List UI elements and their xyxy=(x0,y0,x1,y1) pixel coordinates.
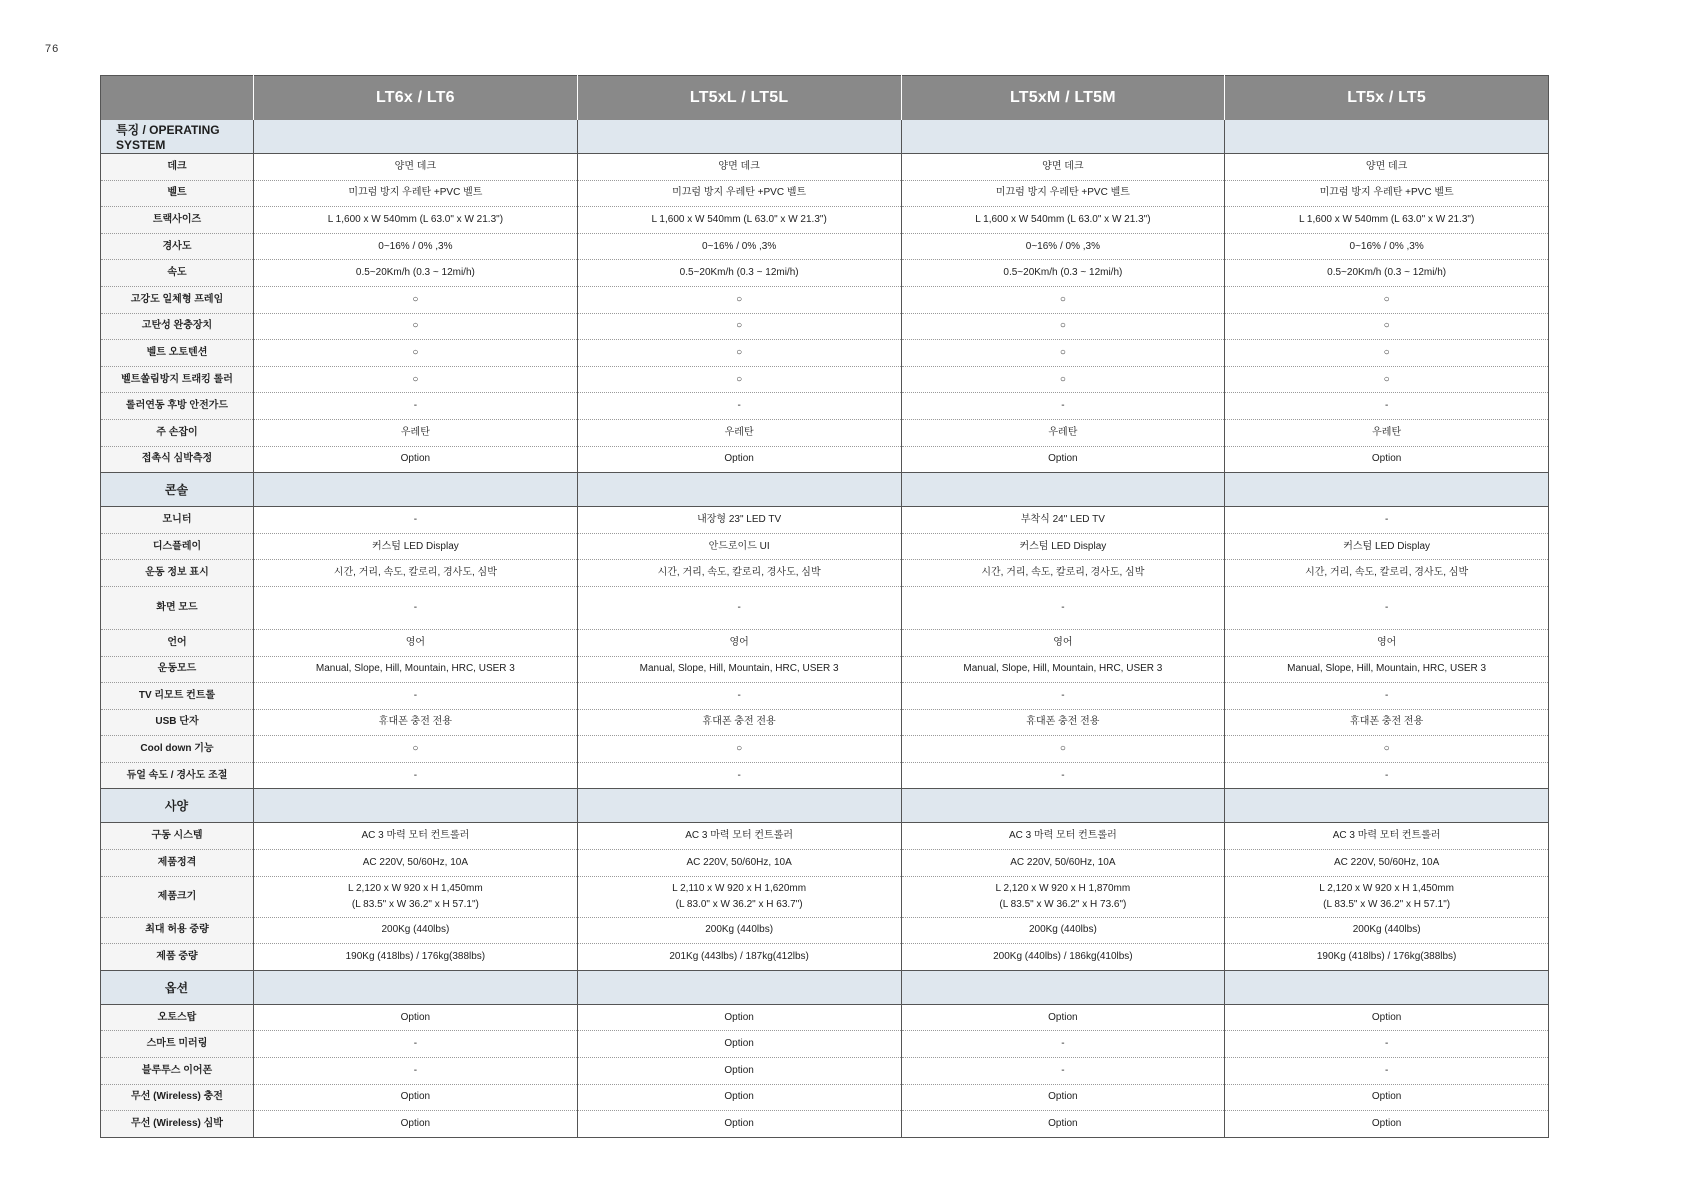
table-row xyxy=(101,1031,1549,1058)
spec-cell: Option xyxy=(901,1111,1225,1138)
spec-cell: - xyxy=(1225,1031,1549,1058)
spec-cell: 200Kg (440lbs) / 186kg(410lbs) xyxy=(901,944,1225,971)
header-row xyxy=(101,76,1549,121)
section-title: 특징 / OPERATING SYSTEM xyxy=(101,120,254,154)
spec-cell: - xyxy=(254,507,578,534)
section-fill-cell xyxy=(577,473,901,507)
spec-cell: 201Kg (443lbs) / 187kg(412lbs) xyxy=(577,944,901,971)
spec-cell: - xyxy=(1225,507,1549,534)
row-label: 트랙사이즈 xyxy=(101,207,254,234)
spec-cell: 영어 xyxy=(901,629,1225,656)
row-label: 듀얼 속도 / 경사도 조절 xyxy=(101,762,254,789)
spec-cell: ○ xyxy=(901,313,1225,340)
spec-cell: 0.5~20Km/h (0.3 ~ 12mi/h) xyxy=(1225,260,1549,287)
table-row xyxy=(101,154,1549,181)
section-fill-cell xyxy=(577,120,901,154)
spec-cell: - xyxy=(1225,1058,1549,1085)
row-label: 모니터 xyxy=(101,507,254,534)
spec-cell: ○ xyxy=(901,340,1225,367)
spec-cell: 휴대폰 충전 전용 xyxy=(1225,709,1549,736)
spec-cell: L 1,600 x W 540mm (L 63.0" x W 21.3") xyxy=(1225,207,1549,234)
row-label: 언어 xyxy=(101,629,254,656)
spec-cell: 양면 데크 xyxy=(577,154,901,181)
header-corner xyxy=(101,76,254,121)
spec-cell: 우레탄 xyxy=(254,419,578,446)
spec-cell: ○ xyxy=(577,340,901,367)
table-row xyxy=(101,586,1549,629)
header-model-3: LT5xM / LT5M xyxy=(901,76,1225,121)
section-row xyxy=(101,120,1549,154)
spec-cell: 0.5~20Km/h (0.3 ~ 12mi/h) xyxy=(901,260,1225,287)
spec-cell: ○ xyxy=(577,736,901,763)
row-label: 속도 xyxy=(101,260,254,287)
spec-cell: ○ xyxy=(254,313,578,340)
header-model-1: LT6x / LT6 xyxy=(254,76,578,121)
spec-cell: Option xyxy=(254,1111,578,1138)
section-title: 콘솔 xyxy=(101,473,254,507)
section-fill-cell xyxy=(1225,789,1549,823)
spec-cell: Option xyxy=(577,1084,901,1111)
row-label: 무선 (Wireless) 심박 xyxy=(101,1111,254,1138)
table-row xyxy=(101,366,1549,393)
spec-cell: 미끄럼 방지 우레탄 +PVC 벨트 xyxy=(901,180,1225,207)
spec-cell: ○ xyxy=(1225,313,1549,340)
table-row xyxy=(101,260,1549,287)
spec-cell: 미끄럼 방지 우레탄 +PVC 벨트 xyxy=(1225,180,1549,207)
spec-cell: 커스텀 LED Display xyxy=(1225,533,1549,560)
row-label: 제품크기 xyxy=(101,876,254,917)
row-label: 제품정격 xyxy=(101,850,254,877)
spec-cell: - xyxy=(901,762,1225,789)
spec-cell: 휴대폰 충전 전용 xyxy=(577,709,901,736)
spec-cell: ○ xyxy=(1225,286,1549,313)
spec-cell: Manual, Slope, Hill, Mountain, HRC, USER 3 xyxy=(1225,656,1549,683)
spec-cell: AC 220V, 50/60Hz, 10A xyxy=(577,850,901,877)
spec-cell: 200Kg (440lbs) xyxy=(1225,917,1549,944)
spec-cell: ○ xyxy=(254,366,578,393)
table-row xyxy=(101,762,1549,789)
spec-cell: 미끄럼 방지 우레탄 +PVC 벨트 xyxy=(577,180,901,207)
spec-cell: Option xyxy=(577,1058,901,1085)
spec-cell: Manual, Slope, Hill, Mountain, HRC, USER 3 xyxy=(577,656,901,683)
row-label: 디스플레이 xyxy=(101,533,254,560)
row-label: 오토스탑 xyxy=(101,1004,254,1031)
spec-cell: 0~16% / 0% ,3% xyxy=(901,233,1225,260)
spec-cell: 커스텀 LED Display xyxy=(901,533,1225,560)
spec-cell: ○ xyxy=(901,286,1225,313)
spec-cell: 우레탄 xyxy=(901,419,1225,446)
spec-cell: Option xyxy=(254,446,578,473)
table-row xyxy=(101,207,1549,234)
spec-cell: 부착식 24" LED TV xyxy=(901,507,1225,534)
spec-cell: ○ xyxy=(1225,340,1549,367)
spec-cell: - xyxy=(1225,683,1549,710)
row-label: 벨트 오토텐션 xyxy=(101,340,254,367)
section-fill-cell xyxy=(577,970,901,1004)
table-row xyxy=(101,683,1549,710)
spec-cell: 휴대폰 충전 전용 xyxy=(901,709,1225,736)
row-label: 제품 중량 xyxy=(101,944,254,971)
table-row xyxy=(101,1058,1549,1085)
section-fill-cell xyxy=(1225,970,1549,1004)
spec-cell: Option xyxy=(577,1031,901,1058)
spec-cell: ○ xyxy=(901,736,1225,763)
spec-cell: 양면 데크 xyxy=(254,154,578,181)
spec-cell: 0~16% / 0% ,3% xyxy=(577,233,901,260)
spec-cell: 시간, 거리, 속도, 칼로리, 경사도, 심박 xyxy=(1225,560,1549,587)
spec-cell: L 2,110 x W 920 x H 1,620mm (L 83.0" x W 36.2" x H 63.7") xyxy=(577,876,901,917)
spec-cell: ○ xyxy=(901,366,1225,393)
table-row xyxy=(101,736,1549,763)
spec-cell: - xyxy=(577,393,901,420)
spec-cell: ○ xyxy=(1225,736,1549,763)
section-fill-cell xyxy=(254,970,578,1004)
table-row xyxy=(101,823,1549,850)
table-row xyxy=(101,180,1549,207)
table-row xyxy=(101,507,1549,534)
row-label: 벨트쏠림방지 트래킹 롤러 xyxy=(101,366,254,393)
spec-cell: 내장형 23" LED TV xyxy=(577,507,901,534)
section-row xyxy=(101,789,1549,823)
spec-cell: 200Kg (440lbs) xyxy=(901,917,1225,944)
row-label: 벨트 xyxy=(101,180,254,207)
section-fill-cell xyxy=(901,970,1225,1004)
table-row xyxy=(101,446,1549,473)
spec-cell: 시간, 거리, 속도, 칼로리, 경사도, 심박 xyxy=(577,560,901,587)
spec-table-body xyxy=(101,120,1549,1137)
table-row xyxy=(101,1004,1549,1031)
spec-cell: - xyxy=(901,393,1225,420)
spec-cell: 시간, 거리, 속도, 칼로리, 경사도, 심박 xyxy=(901,560,1225,587)
spec-cell: L 2,120 x W 920 x H 1,450mm (L 83.5" x W 36.2" x H 57.1") xyxy=(1225,876,1549,917)
section-fill-cell xyxy=(901,789,1225,823)
spec-cell: Option xyxy=(254,1084,578,1111)
spec-cell: 0.5~20Km/h (0.3 ~ 12mi/h) xyxy=(254,260,578,287)
table-row xyxy=(101,876,1549,917)
spec-table-header xyxy=(101,76,1549,121)
spec-cell: 0~16% / 0% ,3% xyxy=(1225,233,1549,260)
spec-cell: ○ xyxy=(254,340,578,367)
spec-cell: - xyxy=(901,586,1225,629)
row-label: 고탄성 완충장치 xyxy=(101,313,254,340)
table-row xyxy=(101,944,1549,971)
spec-cell: Manual, Slope, Hill, Mountain, HRC, USER 3 xyxy=(901,656,1225,683)
spec-cell: - xyxy=(254,683,578,710)
spec-cell: 커스텀 LED Display xyxy=(254,533,578,560)
spec-cell: Option xyxy=(254,1004,578,1031)
spec-cell: - xyxy=(254,393,578,420)
spec-cell: - xyxy=(1225,393,1549,420)
spec-cell: L 1,600 x W 540mm (L 63.0" x W 21.3") xyxy=(901,207,1225,234)
spec-cell: 양면 데크 xyxy=(901,154,1225,181)
spec-cell: ○ xyxy=(577,286,901,313)
table-row xyxy=(101,656,1549,683)
spec-cell: 휴대폰 충전 전용 xyxy=(254,709,578,736)
spec-cell: 우레탄 xyxy=(577,419,901,446)
spec-cell: AC 220V, 50/60Hz, 10A xyxy=(901,850,1225,877)
table-row xyxy=(101,1084,1549,1111)
section-fill-cell xyxy=(254,789,578,823)
row-label: 고강도 일체형 프레임 xyxy=(101,286,254,313)
spec-cell: - xyxy=(254,1058,578,1085)
table-row xyxy=(101,850,1549,877)
spec-cell: 양면 데크 xyxy=(1225,154,1549,181)
table-row xyxy=(101,340,1549,367)
section-title: 사양 xyxy=(101,789,254,823)
spec-cell: Option xyxy=(901,1084,1225,1111)
row-label: USB 단자 xyxy=(101,709,254,736)
spec-cell: - xyxy=(254,586,578,629)
section-row xyxy=(101,473,1549,507)
row-label: 무선 (Wireless) 충전 xyxy=(101,1084,254,1111)
spec-cell: 영어 xyxy=(577,629,901,656)
table-row xyxy=(101,393,1549,420)
table-row xyxy=(101,313,1549,340)
spec-cell: ○ xyxy=(254,736,578,763)
section-fill-cell xyxy=(577,789,901,823)
table-row xyxy=(101,233,1549,260)
spec-cell: ○ xyxy=(577,313,901,340)
spec-cell: 0.5~20Km/h (0.3 ~ 12mi/h) xyxy=(577,260,901,287)
row-label: 데크 xyxy=(101,154,254,181)
spec-cell: - xyxy=(901,683,1225,710)
spec-cell: AC 3 마력 모터 컨트롤러 xyxy=(254,823,578,850)
spec-cell: Option xyxy=(577,1004,901,1031)
spec-cell: 영어 xyxy=(1225,629,1549,656)
table-row xyxy=(101,419,1549,446)
spec-cell: AC 220V, 50/60Hz, 10A xyxy=(1225,850,1549,877)
spec-cell: - xyxy=(577,762,901,789)
spec-table xyxy=(100,75,1549,1138)
row-label: 최대 허용 중량 xyxy=(101,917,254,944)
spec-cell: Option xyxy=(1225,1111,1549,1138)
spec-cell: 우레탄 xyxy=(1225,419,1549,446)
spec-cell: 190Kg (418lbs) / 176kg(388lbs) xyxy=(254,944,578,971)
section-fill-cell xyxy=(901,473,1225,507)
spec-cell: 190Kg (418lbs) / 176kg(388lbs) xyxy=(1225,944,1549,971)
spec-cell: ○ xyxy=(1225,366,1549,393)
section-row xyxy=(101,970,1549,1004)
spec-cell: 200Kg (440lbs) xyxy=(577,917,901,944)
spec-cell: Option xyxy=(901,1004,1225,1031)
section-title: 옵션 xyxy=(101,970,254,1004)
spec-cell: - xyxy=(577,586,901,629)
row-label: 화면 모드 xyxy=(101,586,254,629)
row-label: 운동 정보 표시 xyxy=(101,560,254,587)
spec-cell: 200Kg (440lbs) xyxy=(254,917,578,944)
spec-cell: - xyxy=(577,683,901,710)
row-label: 주 손잡이 xyxy=(101,419,254,446)
table-row xyxy=(101,560,1549,587)
row-label: 구동 시스템 xyxy=(101,823,254,850)
row-label: 블루투스 이어폰 xyxy=(101,1058,254,1085)
spec-cell: AC 3 마력 모터 컨트롤러 xyxy=(577,823,901,850)
spec-cell: - xyxy=(1225,762,1549,789)
row-label: 운동모드 xyxy=(101,656,254,683)
page-number: 76 xyxy=(45,43,60,55)
spec-cell: Option xyxy=(1225,1084,1549,1111)
section-fill-cell xyxy=(901,120,1225,154)
spec-cell: - xyxy=(901,1058,1225,1085)
spec-cell: - xyxy=(254,1031,578,1058)
spec-cell: 0~16% / 0% ,3% xyxy=(254,233,578,260)
spec-cell: L 1,600 x W 540mm (L 63.0" x W 21.3") xyxy=(577,207,901,234)
header-model-4: LT5x / LT5 xyxy=(1225,76,1549,121)
spec-cell: - xyxy=(254,762,578,789)
spec-cell: ○ xyxy=(577,366,901,393)
header-model-2: LT5xL / LT5L xyxy=(577,76,901,121)
section-fill-cell xyxy=(1225,473,1549,507)
section-fill-cell xyxy=(254,473,578,507)
table-row xyxy=(101,709,1549,736)
spec-cell: - xyxy=(1225,586,1549,629)
row-label: 롤러연동 후방 안전가드 xyxy=(101,393,254,420)
section-fill-cell xyxy=(1225,120,1549,154)
table-row xyxy=(101,533,1549,560)
row-label: 접촉식 심박측정 xyxy=(101,446,254,473)
spec-cell: 안드로이드 UI xyxy=(577,533,901,560)
spec-cell: 시간, 거리, 속도, 칼로리, 경사도, 심박 xyxy=(254,560,578,587)
spec-cell: - xyxy=(901,1031,1225,1058)
row-label: TV 리모트 컨트롤 xyxy=(101,683,254,710)
spec-cell: AC 220V, 50/60Hz, 10A xyxy=(254,850,578,877)
spec-cell: AC 3 마력 모터 컨트롤러 xyxy=(901,823,1225,850)
row-label: Cool down 기능 xyxy=(101,736,254,763)
table-row xyxy=(101,1111,1549,1138)
spec-cell: Option xyxy=(577,1111,901,1138)
spec-cell: Manual, Slope, Hill, Mountain, HRC, USER 3 xyxy=(254,656,578,683)
row-label: 스마트 미러링 xyxy=(101,1031,254,1058)
spec-cell: L 2,120 x W 920 x H 1,450mm (L 83.5" x W 36.2" x H 57.1") xyxy=(254,876,578,917)
section-fill-cell xyxy=(254,120,578,154)
table-row xyxy=(101,286,1549,313)
spec-cell: 영어 xyxy=(254,629,578,656)
spec-cell: Option xyxy=(901,446,1225,473)
spec-cell: ○ xyxy=(254,286,578,313)
spec-cell: Option xyxy=(1225,446,1549,473)
spec-cell: L 2,120 x W 920 x H 1,870mm (L 83.5" x W 36.2" x H 73.6") xyxy=(901,876,1225,917)
spec-cell: Option xyxy=(1225,1004,1549,1031)
spec-cell: 미끄럼 방지 우레탄 +PVC 벨트 xyxy=(254,180,578,207)
spec-cell: Option xyxy=(577,446,901,473)
table-row xyxy=(101,629,1549,656)
row-label: 경사도 xyxy=(101,233,254,260)
table-row xyxy=(101,917,1549,944)
spec-cell: L 1,600 x W 540mm (L 63.0" x W 21.3") xyxy=(254,207,578,234)
spec-cell: AC 3 마력 모터 컨트롤러 xyxy=(1225,823,1549,850)
